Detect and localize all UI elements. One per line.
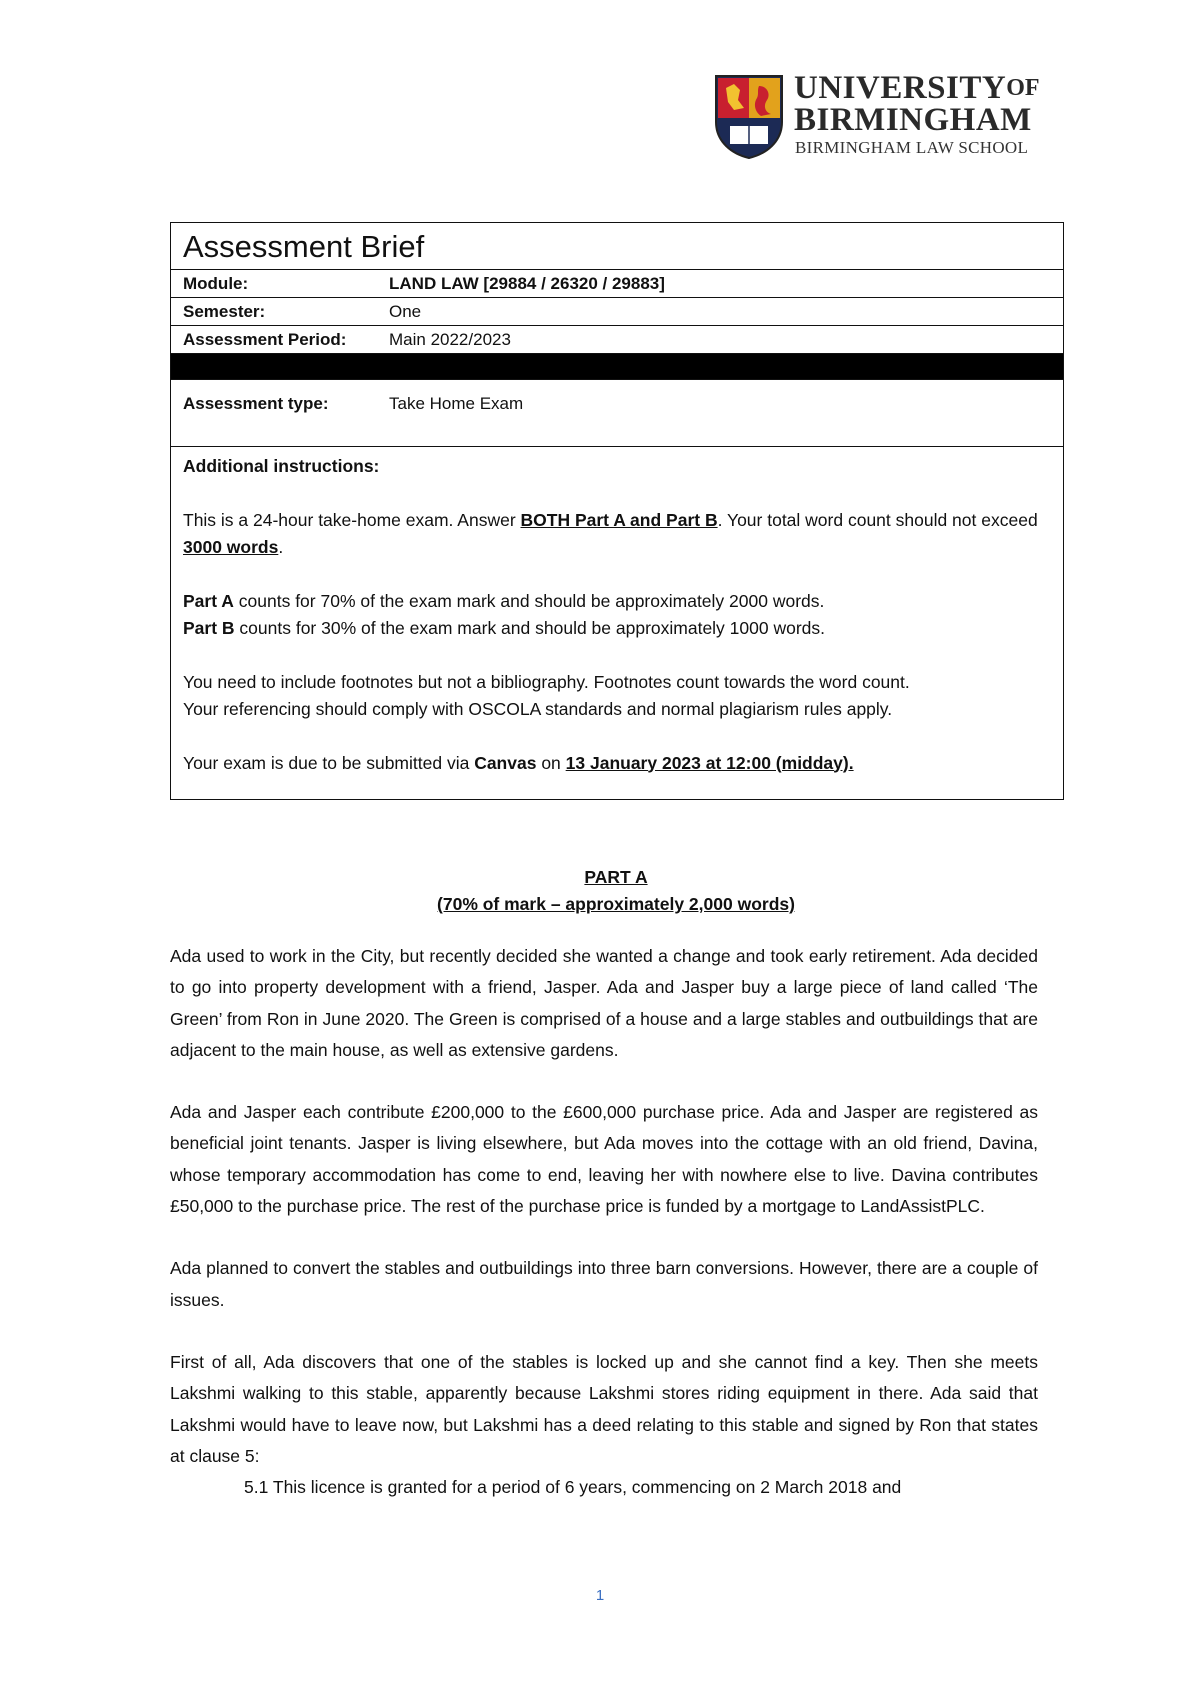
- period-label: Assessment Period:: [183, 329, 347, 349]
- instructions-label: Additional instructions:: [183, 456, 380, 476]
- part-a-body: [170, 941, 1038, 1503]
- instruction-part-b: Part B counts for 30% of the exam mark and should be approximately 1000 words.: [183, 618, 826, 638]
- instruction-referencing: Your referencing should comply with OSCOLA standards and normal plagiarism rules apply.: [183, 699, 893, 719]
- type-row: [171, 380, 1063, 447]
- module-label: Module:: [183, 273, 249, 293]
- part-a-title: PART A: [584, 867, 648, 887]
- semester-label: Semester:: [183, 301, 266, 321]
- type-label: Assessment type:: [183, 394, 329, 413]
- page-number: 1: [595, 1587, 605, 1604]
- university-name: $UNIVERSITY^{OF}$ BIRMINGHAM: [794, 70, 1040, 138]
- licence-clause: 5.1 This licence is granted for a period of 6 years, commencing on 2 March 2018 and: [244, 1477, 902, 1498]
- part-a-heading: [170, 864, 1062, 918]
- brief-title: Assessment Brief: [171, 223, 1063, 270]
- instruction-part-a: Part A counts for 70% of the exam mark and should be approximately 2000 words.: [183, 590, 825, 611]
- semester-value: One: [389, 301, 422, 321]
- additional-instructions: [171, 447, 1063, 799]
- redaction-bar: [171, 354, 1063, 380]
- part-a-subtitle: (70% of mark – approximately 2,000 words): [437, 894, 795, 914]
- instruction-deadline: Your exam is due to be submitted via Canvas on 13 January 2023 at 12:00 (midday).: [183, 752, 854, 773]
- paragraph: Ada and Jasper each contribute £200,000 to the £600,000 purchase price. Ada and Jasper are registered as beneficial joint tenants. Jasper is living elsewhere, but Ada moves into the cottage with an old friend, Davina, whose temporary accommodation has come to end, leaving her with nowhere else to live. Davina contributes £50,000 to the purchase price. The rest of the purchase price is funded by a mortgage to LandAssistPLC.: [170, 1102, 1038, 1217]
- period-row: [171, 326, 1063, 354]
- school-name: BIRMINGHAM LAW SCHOOL: [795, 138, 1029, 157]
- instruction-footnotes: You need to include footnotes but not a bibliography. Footnotes count towards the word count.: [183, 671, 910, 692]
- instruction-wordcount: This is a 24-hour take-home exam. Answer BOTH Part A and Part B. Your total word count should not exceed 3000 words.: [183, 509, 1038, 557]
- paragraph: Ada planned to convert the stables and outbuildings into three barn conversions. However, there are a couple of issues.: [170, 1258, 1038, 1310]
- period-value: Main 2022/2023: [389, 329, 511, 349]
- module-row: [171, 270, 1063, 298]
- module-value: LAND LAW [29884 / 26320 / 29883]: [389, 273, 665, 293]
- assessment-brief-table: [170, 222, 1064, 800]
- paragraph: Ada used to work in the City, but recently decided she wanted a change and took early retirement. Ada decided to go into property development with a friend, Jasper. Ada and Jasper buy a large piece of land called ‘The Green’ from Ron in June 2020. The Green is comprised of a house and a large stables and outbuildings that are adjacent to the main house, as well as extensive gardens.: [170, 946, 1038, 1060]
- university-crest-icon: [714, 74, 784, 160]
- university-logo: [714, 70, 1040, 162]
- type-value: Take Home Exam: [389, 394, 524, 413]
- semester-row: [171, 298, 1063, 326]
- paragraph: First of all, Ada discovers that one of the stables is locked up and she cannot find a key. Then she meets Lakshmi walking to this stable, apparently because Lakshmi stores riding equipment in there. Ada said that Lakshmi would have to leave now, but Lakshmi has a deed relating to this stable and signed by Ron that states at clause 5:: [170, 1351, 1038, 1466]
